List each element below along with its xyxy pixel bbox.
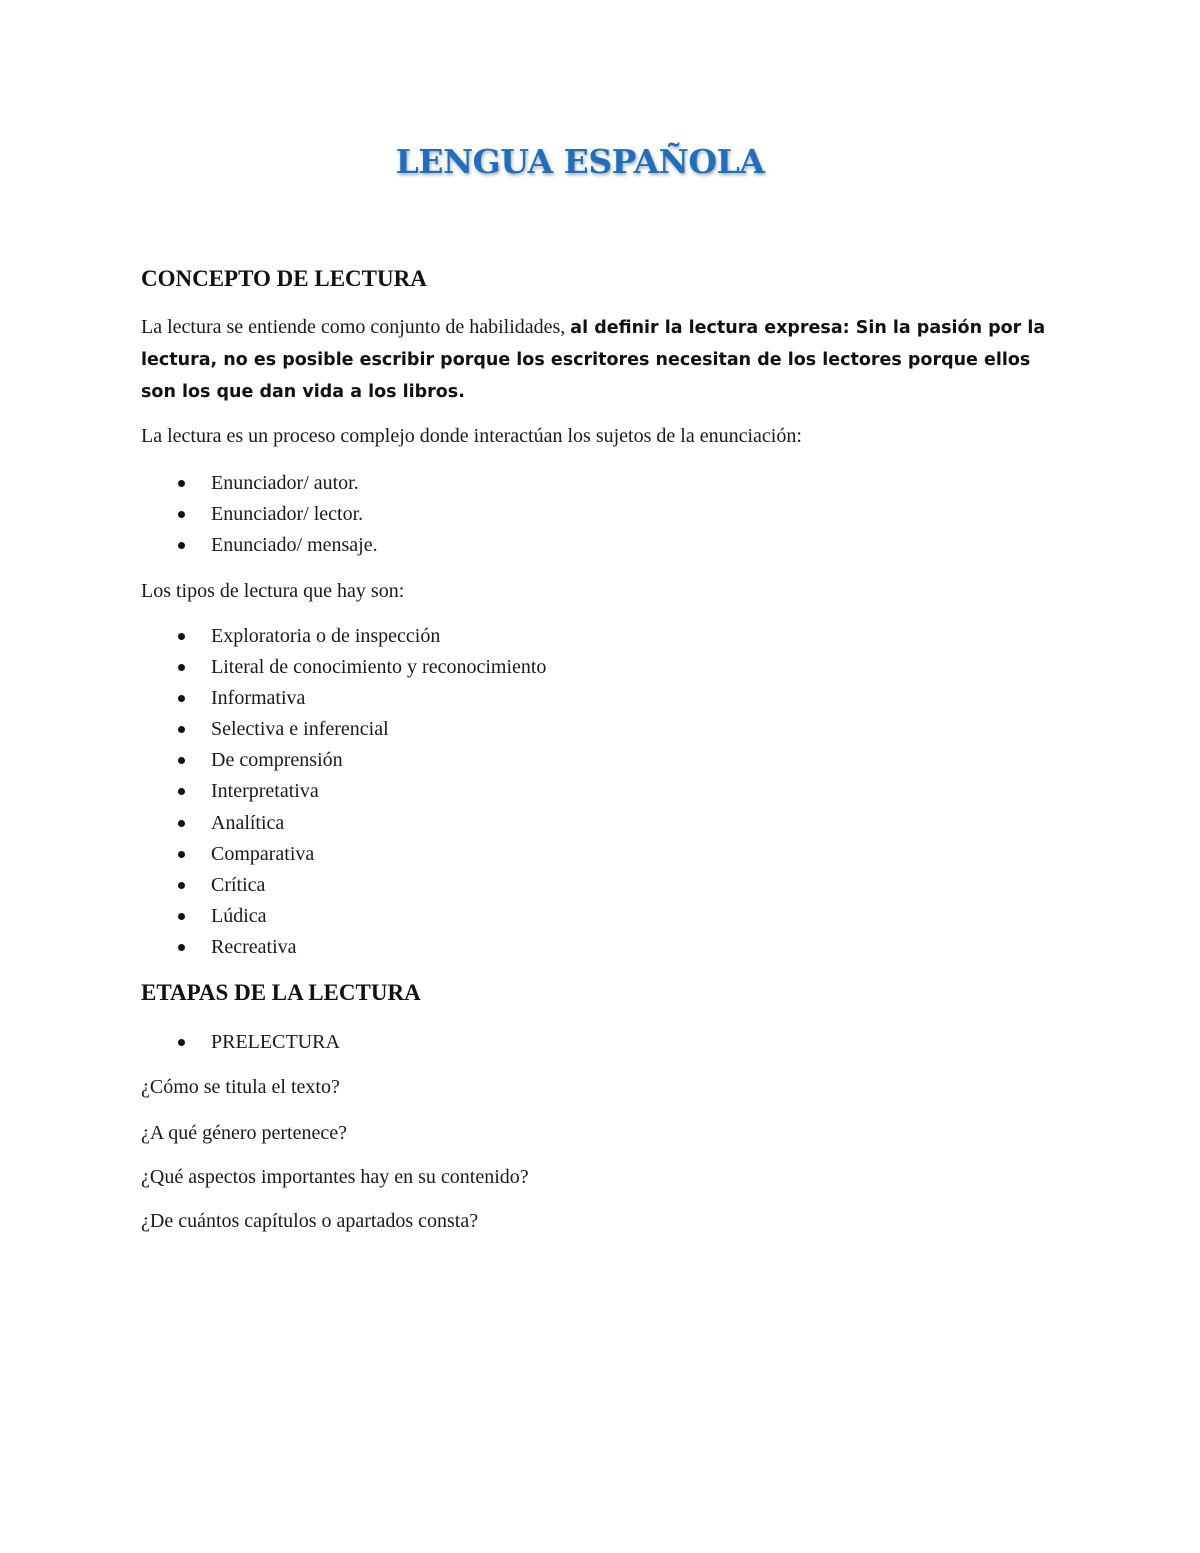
list-item xyxy=(141,901,546,932)
list-item xyxy=(141,776,546,807)
list-item xyxy=(141,932,546,963)
bullet-icon xyxy=(178,695,185,702)
list-tipos xyxy=(141,621,546,963)
list-item-text: Analítica xyxy=(211,811,285,834)
list-sujetos xyxy=(141,468,378,561)
paragraph-definicion-bold: al definir la lectura expresa: Sin la pasión por la lectura, no es posible escribir porque los escritores necesitan de los lectores porque ellos son los que dan vida a los libros. xyxy=(141,318,1046,402)
list-item xyxy=(141,714,546,745)
list-item-text: Lúdica xyxy=(211,904,267,927)
bullet-icon xyxy=(178,851,185,858)
bullet-icon xyxy=(178,944,185,951)
list-item-text: Exploratoria o de inspección xyxy=(211,625,441,647)
list-item-text: Recreativa xyxy=(211,935,297,958)
bullet-icon xyxy=(178,913,185,920)
list-item xyxy=(141,1027,340,1058)
bullet-icon xyxy=(178,664,185,671)
bullet-icon xyxy=(178,480,185,487)
bullet-icon xyxy=(178,726,185,733)
list-item xyxy=(141,530,378,561)
list-item-text: Crítica xyxy=(211,873,266,896)
question-line: ¿De cuántos capítulos o apartados consta? xyxy=(141,1210,479,1232)
list-item-text: Enunciador/ lector. xyxy=(211,503,364,526)
bullet-icon xyxy=(178,633,185,640)
list-item-text: Selectiva e inferencial xyxy=(211,718,389,741)
question-line: ¿A qué género pertenece? xyxy=(141,1122,347,1144)
list-item xyxy=(141,808,546,839)
list-item xyxy=(141,499,378,530)
bullet-icon xyxy=(178,882,185,889)
list-item-text: Interpretativa xyxy=(211,780,319,803)
list-item-text: PRELECTURA xyxy=(211,1031,340,1053)
list-item-text: De comprensión xyxy=(211,749,343,772)
paragraph-definicion xyxy=(141,312,1061,408)
bullet-icon xyxy=(178,1039,185,1046)
list-item xyxy=(141,870,546,901)
document-title: LENGUA ESPAÑOLA xyxy=(395,142,765,181)
list-item xyxy=(141,621,546,652)
bullet-icon xyxy=(178,511,185,518)
list-item xyxy=(141,652,546,683)
bullet-icon xyxy=(178,757,185,764)
paragraph-proceso: La lectura es un proceso complejo donde interactúan los sujetos de la enunciación: xyxy=(141,425,802,447)
bullet-icon xyxy=(178,542,185,549)
list-item xyxy=(141,745,546,776)
list-etapas xyxy=(141,1027,340,1058)
paragraph-tipos: Los tipos de lectura que hay son: xyxy=(141,580,405,602)
list-item-text: Informativa xyxy=(211,687,306,710)
paragraph-definicion-normal: La lectura se entiende como conjunto de habilidades, xyxy=(141,316,571,338)
bullet-icon xyxy=(178,820,185,827)
list-item xyxy=(141,683,546,714)
list-item-text: Enunciador/ autor. xyxy=(211,472,359,494)
question-line: ¿Qué aspectos importantes hay en su contenido? xyxy=(141,1166,529,1188)
section-heading-concepto: CONCEPTO DE LECTURA xyxy=(141,266,427,291)
question-line: ¿Cómo se titula el texto? xyxy=(141,1076,340,1098)
list-item-text: Enunciado/ mensaje. xyxy=(211,534,378,557)
bullet-icon xyxy=(178,788,185,795)
list-item xyxy=(141,839,546,870)
list-item-text: Literal de conocimiento y reconocimiento xyxy=(211,656,547,679)
list-item xyxy=(141,468,378,499)
section-heading-etapas: ETAPAS DE LA LECTURA xyxy=(141,980,421,1005)
list-item-text: Comparativa xyxy=(211,842,315,865)
